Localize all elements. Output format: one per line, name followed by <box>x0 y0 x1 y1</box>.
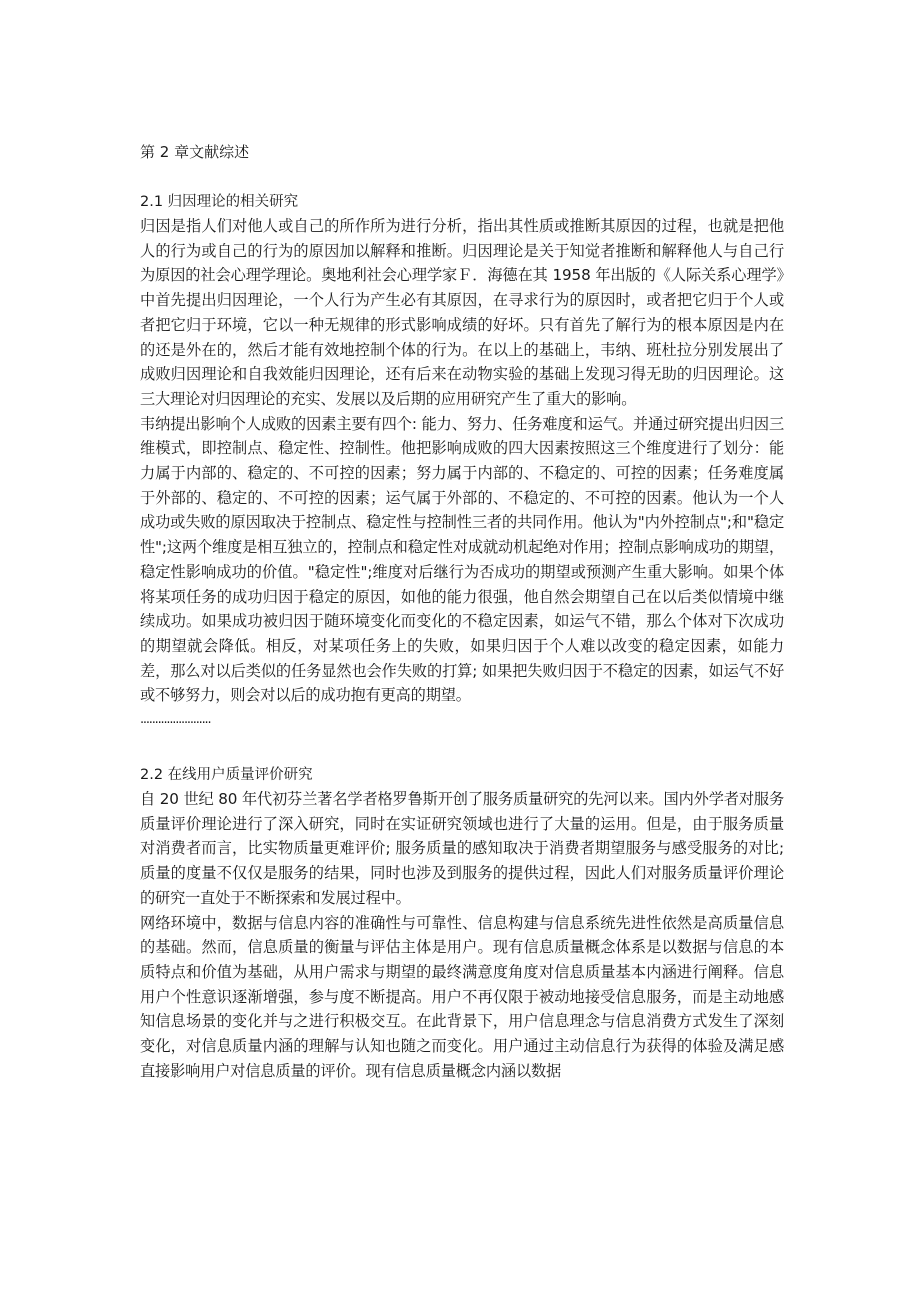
section-heading: 2.1 归因理论的相关研究 <box>140 194 299 210</box>
section-heading: 2.2 在线用户质量评价研究 <box>140 767 313 784</box>
chapter-title: 第 2 章文献综述 <box>140 143 250 161</box>
body-paragraph: 网络环境中，数据与信息内容的准确性与可靠性、信息构建与信息系统先进性依然是高质量信息的基础。然而，信息质量的衡量与评估主体是用户。现有信息质量概念体系是以数据与信息的本质特点和价值为基础，从用户需求与期望的最终满意度角度对信息质量基本内涵进行阐释。信息用户个性意识逐渐增强，参与度不断提高。用户不再仅限于被动地接受信息服务，而是主动地感知信息场景的变化并与之进行积极交互。在此背景下，用户信息理念与信息消费方式发生了深刻变化，对信息质量内涵的理解与认知也随之而变化。用户通过主动信息行为获得的体验及满足感直接影响用户对信息质量的评价。现有信息质量概念内涵以数据 <box>140 913 784 1080</box>
body-paragraph: 韦纳提出影响个人成败的因素主要有四个: 能力、努力、任务难度和运气。并通过研究提出归因三维模式，即控制点、稳定性、控制性。他把影响成败的四大因素按照这三个维度进行了划分：能力属于内部的、稳定的、不可控的因素；努力属于内部的、不稳定的、可控的因素；任务难度属于外部的、稳定的、不可控的因素；运气属于外部的、不稳定的、不可控的因素。他认为一个人成功或失败的原因取决于控制点、稳定性与控制性三者的共同作用。他认为"内外控制点";和"稳定性";这两个维度是相互独立的，控制点和稳定性对成就动机起绝对作用；控制点影响成功的期望，稳定性影响成功的价值。"稳定性";维度对后继行为否成功的期望或预测产生重大影响。如果个体将某项任务的成功归因于稳定的原因，如他的能力很强，他自然会期望自己在以后类似情境中继续成功。如果成功被归因于随环境变化而变化的不稳定因素，如运气不错，那么个体对下次成功的期望就会降低。相反，对某项任务上的失败，如果归因于个人难以改变的稳定因素，如能力差，那么对以后类似的任务显然也会作失败的打算; 如果把失败归因于不稳定的因素，如运气不好或不够努力，则会对以后的成功抱有更高的期望。 <box>140 414 784 705</box>
body-paragraph: 归因是指人们对他人或自己的所作所为进行分析，指出其性质或推断其原因的过程，也就是把他人的行为或自己的行为的原因加以解释和推断。归因理论是关于知觉者推断和解释他人与自己行为原因的社会心理学理论。奥地利社会心理学家Ｆ．海德在其 1958 年出版的《人际关系心理学》中首先提出归因理论，一个人行为产生必有其原因，在寻求行为的原因时，或者把它归于个人或者把它归于环境，它以一种无规律的形式影响成绩的好坏。只有首先了解行为的根本原因是内在的还是外在的，然后才能有效地控制个体的行为。在以上的基础上，韦纳、班杜拉分别发展出了成败归因理论和自我效能归因理论，还有后来在动物实验的基础上发现习得无助的归因理论。这三大理论对归因理论的充实、发展以及后期的应用研究产生了重大的影响。 <box>140 217 784 408</box>
document-page <box>140 137 784 1084</box>
body-paragraph: 自 20 世纪 80 年代初芬兰著名学者格罗鲁斯开创了服务质量研究的先河以来。国内外学者对服务质量评价理论进行了深入研究，同时在实证研究领域也进行了大量的运用。但是，由于服务质量对消费者而言，比实物质量更难评价; 服务质量的感知取决于消费者期望服务与感受服务的对比; 质量的度量不仅仅是服务的结果，同时也涉及到服务的提供过程，因此人们对服务质量评价理论的研究一直处于不断探索和发展过程中。 <box>140 790 784 907</box>
omission-ellipsis: ........................ <box>140 712 211 728</box>
section-online-quality-evaluation <box>140 763 784 1083</box>
section-attribution-theory <box>140 190 784 732</box>
